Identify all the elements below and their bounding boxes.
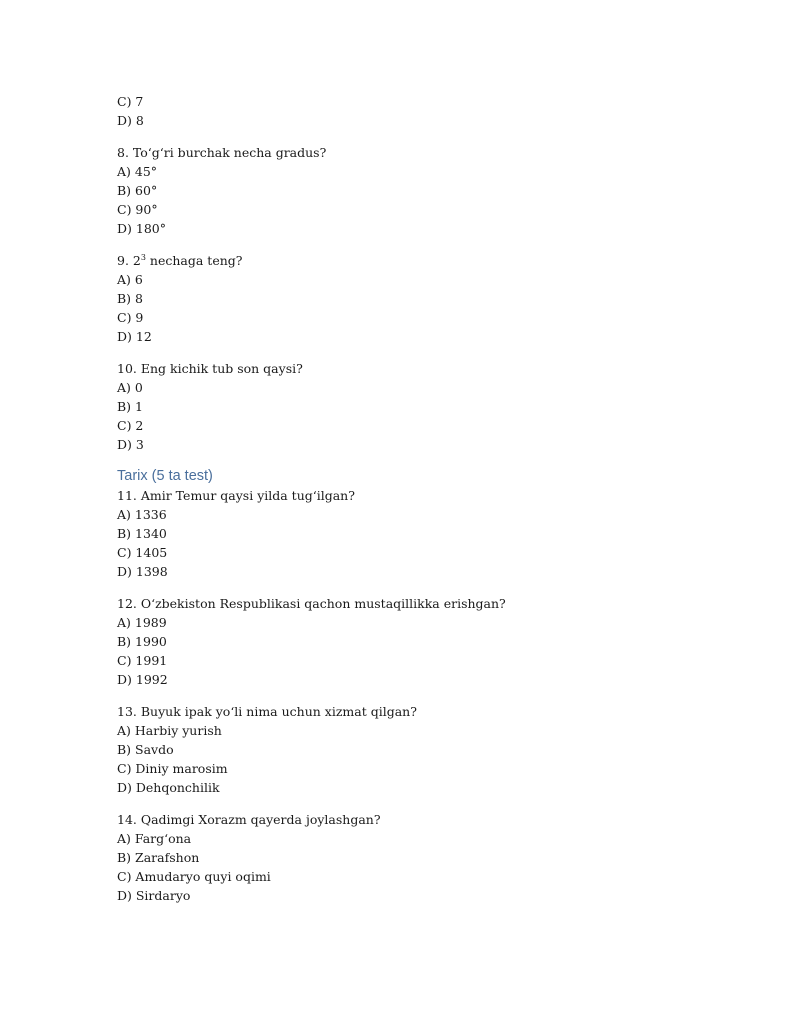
option-d: D) 180°: [117, 221, 166, 236]
question-11: [117, 486, 717, 581]
option-d: D) Dehqonchilik: [117, 780, 220, 795]
question-12: [117, 594, 717, 689]
question-9: [117, 251, 717, 346]
option-c: C) Diniy marosim: [117, 761, 228, 776]
option-d: D) Sirdaryo: [117, 888, 191, 903]
question-10: [117, 359, 717, 454]
option-d: D) 1398: [117, 564, 168, 579]
option-c: C) 1405: [117, 545, 168, 560]
option-b: B) Savdo: [117, 742, 174, 757]
question-text: 14. Qadimgi Xorazm qayerda joylashgan?: [117, 812, 381, 827]
question-text: 11. Amir Temur qaysi yilda tug‘ilgan?: [117, 488, 355, 503]
question-text: 13. Buyuk ipak yo‘li nima uchun xizmat qilgan?: [117, 704, 417, 719]
option-c: C) 2: [117, 418, 144, 433]
option-b: B) 1340: [117, 526, 167, 541]
option-b: B) 1: [117, 399, 143, 414]
option-b: B) 1990: [117, 634, 167, 649]
option-a: A) 0: [117, 380, 143, 395]
option-d: D) 8: [117, 113, 144, 128]
option-c: C) Amudaryo quyi oqimi: [117, 869, 271, 884]
question-text-prefix: 9. 2: [117, 253, 141, 268]
option-a: A) 45°: [117, 164, 158, 179]
option-d: D) 3: [117, 437, 144, 452]
option-c: C) 90°: [117, 202, 158, 217]
document-page: [117, 92, 717, 905]
option-a: A) Harbiy yurish: [117, 723, 222, 738]
option-a: A) 1989: [117, 615, 167, 630]
option-c: C) 9: [117, 310, 144, 325]
question-text: 8. To‘g‘ri burchak necha gradus?: [117, 145, 327, 160]
question-text: [117, 251, 717, 270]
option-a: A) 1336: [117, 507, 167, 522]
option-b: B) 8: [117, 291, 143, 306]
question-13: [117, 702, 717, 797]
option-b: B) 60°: [117, 183, 158, 198]
question-14: [117, 810, 717, 905]
option-d: D) 1992: [117, 672, 168, 687]
question-8: [117, 143, 717, 238]
exponent: 3: [140, 252, 146, 262]
option-a: A) 6: [117, 272, 143, 287]
question-text: 10. Eng kichik tub son qaysi?: [117, 361, 303, 376]
option-c: C) 7: [117, 94, 144, 109]
option-c: C) 1991: [117, 653, 168, 668]
option-d: D) 12: [117, 329, 152, 344]
question-text: 12. O‘zbekiston Respublikasi qachon mustaqillikka erishgan?: [117, 596, 506, 611]
option-b: B) Zarafshon: [117, 850, 200, 865]
section-heading-history: Tarix (5 ta test): [117, 468, 213, 484]
option-a: A) Farg‘ona: [117, 831, 192, 846]
question-7-continuation: [117, 92, 717, 130]
question-text-suffix: nechaga teng?: [145, 253, 243, 268]
